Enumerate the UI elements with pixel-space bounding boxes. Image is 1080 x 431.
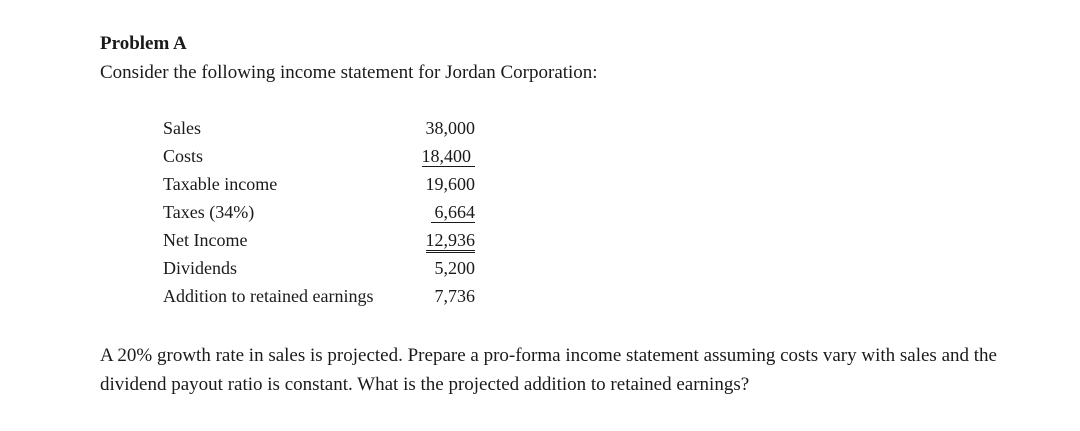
costs-value: 18,400 xyxy=(422,147,476,167)
statement-row-sales xyxy=(163,114,483,142)
problem-intro: Consider the following income statement for Jordan Corporation: xyxy=(100,62,598,83)
row-value xyxy=(426,230,476,253)
row-label: Costs xyxy=(163,146,204,166)
row-label: Addition to retained earnings xyxy=(163,286,374,306)
taxable-income-value: 19,600 xyxy=(425,174,475,194)
statement-row-dividends xyxy=(163,254,483,282)
row-value xyxy=(435,286,476,307)
statement-row-costs xyxy=(163,142,483,170)
row-value xyxy=(426,174,476,195)
row-label: Dividends xyxy=(163,258,237,278)
statement-row-net-income xyxy=(163,226,483,254)
row-value xyxy=(426,118,476,139)
net-income-value: 12,936 xyxy=(426,231,476,253)
problem-title: Problem A xyxy=(100,33,187,54)
taxes-value: 6,664 xyxy=(431,203,476,223)
row-label: Net Income xyxy=(163,230,248,250)
question-text: A 20% growth rate in sales is projected. Prepare a pro-forma income statement assuming costs vary with sales and the dividend payout ratio is constant. What is the projected addition to retained earnings? xyxy=(100,345,997,395)
row-label: Taxable income xyxy=(163,174,278,194)
row-value xyxy=(435,258,476,279)
row-label: Taxes (34%) xyxy=(163,202,255,222)
addition-to-retained-earnings-value: 7,736 xyxy=(434,286,475,306)
statement-row-taxable-income xyxy=(163,170,483,198)
row-label: Sales xyxy=(163,118,201,138)
income-statement xyxy=(163,114,483,310)
dividends-value: 5,200 xyxy=(434,258,475,278)
row-value xyxy=(422,146,476,167)
row-value xyxy=(431,202,476,223)
statement-row-addition-to-retained-earnings xyxy=(163,282,483,310)
sales-value: 38,000 xyxy=(425,118,475,138)
statement-row-taxes xyxy=(163,198,483,226)
